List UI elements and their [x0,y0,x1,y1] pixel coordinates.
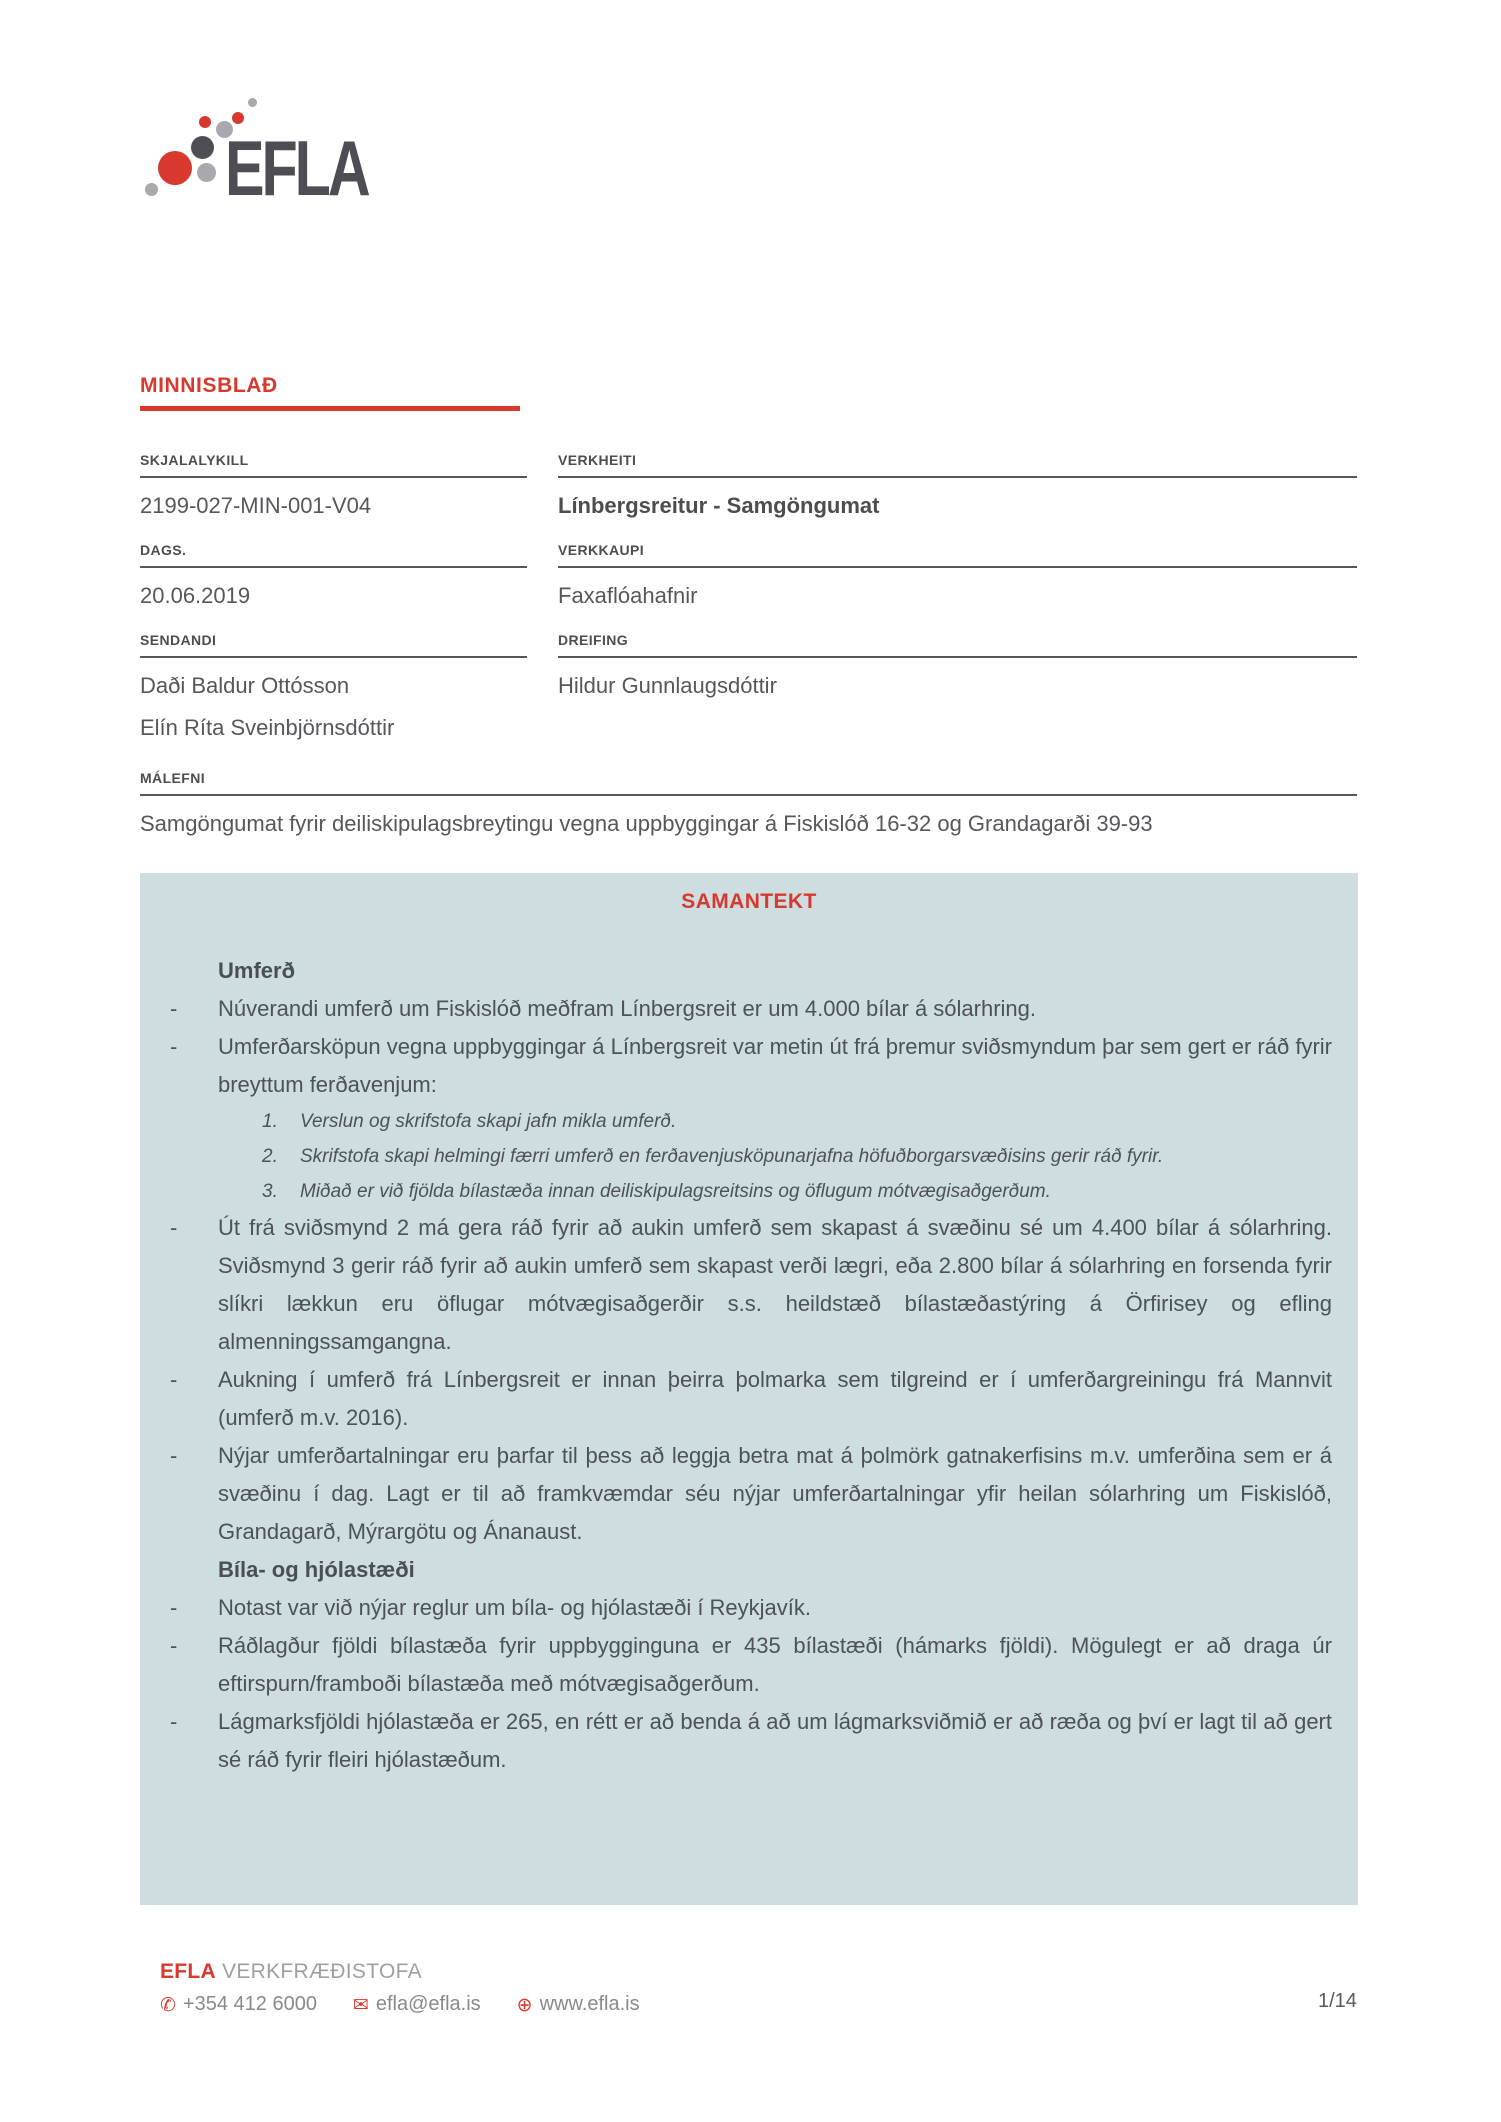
efla-logo-text: EFLA [225,124,368,212]
field-value: 2199-027-MIN-001-V04 [140,493,372,518]
list-marker: - [170,1443,178,1468]
footer-email [353,1993,481,2016]
logo-dot [191,136,214,159]
summary-bullet [140,990,1358,1028]
memo-title-block [140,374,520,411]
field-label: VERKKAUPI [558,542,1357,568]
field-label: SKJALALYKILL [140,452,527,478]
logo-dot [145,183,158,196]
summary-bullet [140,1361,1358,1437]
field-label: DAGS. [140,542,527,568]
list-marker: - [170,996,178,1021]
bullet-text: Ráðlagður fjöldi bílastæða fyrir uppbygginguna er 435 bílastæði (hámarks fjöldi). Mögulegt er að draga úr eftirspurn/framboði bílastæða með mótvægisaðgerðum. [218,1633,1332,1696]
field-verkkaupi [558,542,1357,611]
bullet-text: Aukning í umferð frá Línbergsreit er innan þeirra þolmarka sem tilgreind er í umferðargreiningu frá Mannvit (umferð m.v. 2016). [218,1367,1332,1430]
bullet-text: Núverandi umferð um Fiskislóð meðfram Línbergsreit er um 4.000 bílar á sólarhring. [218,996,1037,1021]
field-verkheiti [558,452,1357,521]
summary-section-heading [140,1551,1358,1589]
field-value: 20.06.2019 [140,583,251,608]
sender-name-1: Daði Baldur Ottósson [140,673,350,698]
bullet-text: Notast var við nýjar reglur um bíla- og hjólastæði í Reykjavík. [218,1595,812,1620]
footer-brand [160,1960,676,1984]
field-label: VERKHEITI [558,452,1357,478]
efla-logo [100,75,430,215]
bullet-text: Nýjar umferðartalningar eru þarfar til þess að leggja betra mat á þolmörk gatnakerfisins m.v. umferðina sem er á svæðinu í dag. Lagt er til að framkvæmdar séu nýjar umferðartalningar yfir heilan sólarhring um Fiskislóð, Grandagarð, Mýrargötu og Ánanaust. [218,1443,1332,1544]
memo-title: MINNISBLAÐ [140,374,278,397]
logo-dot [199,116,211,128]
email-address: efla@efla.is [375,1993,481,2015]
field-label: DREIFING [558,632,1357,658]
logo-dot [158,151,192,185]
footer-phone [160,1993,317,2016]
heading-text: Bíla- og hjólastæði [218,1557,415,1582]
footer-brand-name: EFLA [160,1960,217,1983]
summary-section-heading [140,952,1358,990]
summary-numbered-item [140,1174,1358,1209]
summary-bullet [140,1627,1358,1703]
list-marker: - [170,1633,178,1658]
list-marker: - [170,1215,178,1240]
title-underline-bar [140,406,520,411]
summary-content [140,952,1358,1779]
summary-bullet [140,1437,1358,1551]
footer-website [517,1993,640,2016]
field-skjalalykill [140,452,527,521]
field-label: MÁLEFNI [140,770,1357,796]
field-value: Samgöngumat fyrir deiliskipulagsbreytingu vegna uppbyggingar á Fiskislóð 16-32 og Grandagarði 39-93 [140,811,1153,836]
list-marker: 3. [262,1181,278,1202]
numbered-text: Miðað er við fjölda bílastæða innan deiliskipulagsreitsins og öflugum mótvægisaðgerðum. [300,1181,1051,1202]
logo-dot [248,98,257,107]
footer-brand-suffix: VERKFRÆÐISTOFA [222,1960,422,1983]
sender-name-2: Elín Ríta Sveinbjörnsdóttir [140,715,395,740]
page-footer [160,1960,676,2016]
bullet-text: Lágmarksfjöldi hjólastæða er 265, en rétt er að benda á að um lágmarksviðmið er að ræða og því er lagt til að gert sé ráð fyrir fleiri hjólastæðum. [218,1709,1332,1772]
heading-text: Umferð [218,958,296,983]
list-marker: - [170,1367,178,1392]
field-value: Faxaflóahafnir [558,583,698,608]
numbered-text: Skrifstofa skapi helmingi færri umferð en ferðavenjusköpunarjafna höfuðborgarsvæðisins gerir ráð fyrir. [300,1146,1164,1167]
field-value [140,658,527,749]
list-marker: - [170,1034,178,1059]
globe-icon: ⊕ [516,1993,533,2016]
website-url: www.efla.is [539,1993,640,2015]
summary-numbered-item [140,1104,1358,1139]
field-dreifing [558,632,1357,749]
summary-box [140,873,1358,1905]
bullet-text: Út frá sviðsmynd 2 má gera ráð fyrir að aukin umferð sem skapast á svæðinu sé um 4.400 bílar á sólarhring. Sviðsmynd 3 gerir ráð fyrir að aukin umferð sem skapast verði lægri, eða 2.800 bílar á sólarhring en forsenda fyrir slíkri lækkun eru öflugar mótvægisaðgerðir s.s. heildstæð bílastæðastýring á Örfirisey og efling almenningssamgangna. [218,1215,1332,1354]
field-label: SENDANDI [140,632,527,658]
summary-numbered-item [140,1139,1358,1174]
phone-icon: ✆ [160,1993,176,2016]
field-value: Línbergsreitur - Samgöngumat [558,493,880,518]
page-number: 1/14 [1318,1990,1357,2012]
field-malefni [140,770,1357,839]
numbered-text: Verslun og skrifstofa skapi jafn mikla umferð. [300,1111,677,1132]
list-marker: 1. [262,1111,278,1132]
field-sendandi [140,632,527,749]
bullet-text: Umferðarsköpun vegna uppbyggingar á Línbergsreit var metin út frá þremur sviðsmyndum þar sem gert er ráð fyrir breyttum ferðavenjum: [218,1034,1332,1097]
summary-bullet [140,1209,1358,1361]
field-dags [140,542,527,611]
summary-title: SAMANTEKT [681,890,817,913]
summary-bullet [140,1589,1358,1627]
footer-contact-row [160,1993,676,2016]
list-marker: 2. [262,1146,278,1167]
list-marker: - [170,1709,178,1734]
list-marker: - [170,1595,178,1620]
email-icon: ✉ [352,1993,369,2016]
summary-bullet [140,1703,1358,1779]
field-value: Hildur Gunnlaugsdóttir [558,673,777,698]
phone-number: +354 412 6000 [182,1993,317,2015]
header-fields [140,452,1357,839]
summary-bullet [140,1028,1358,1104]
logo-dot [197,163,216,182]
